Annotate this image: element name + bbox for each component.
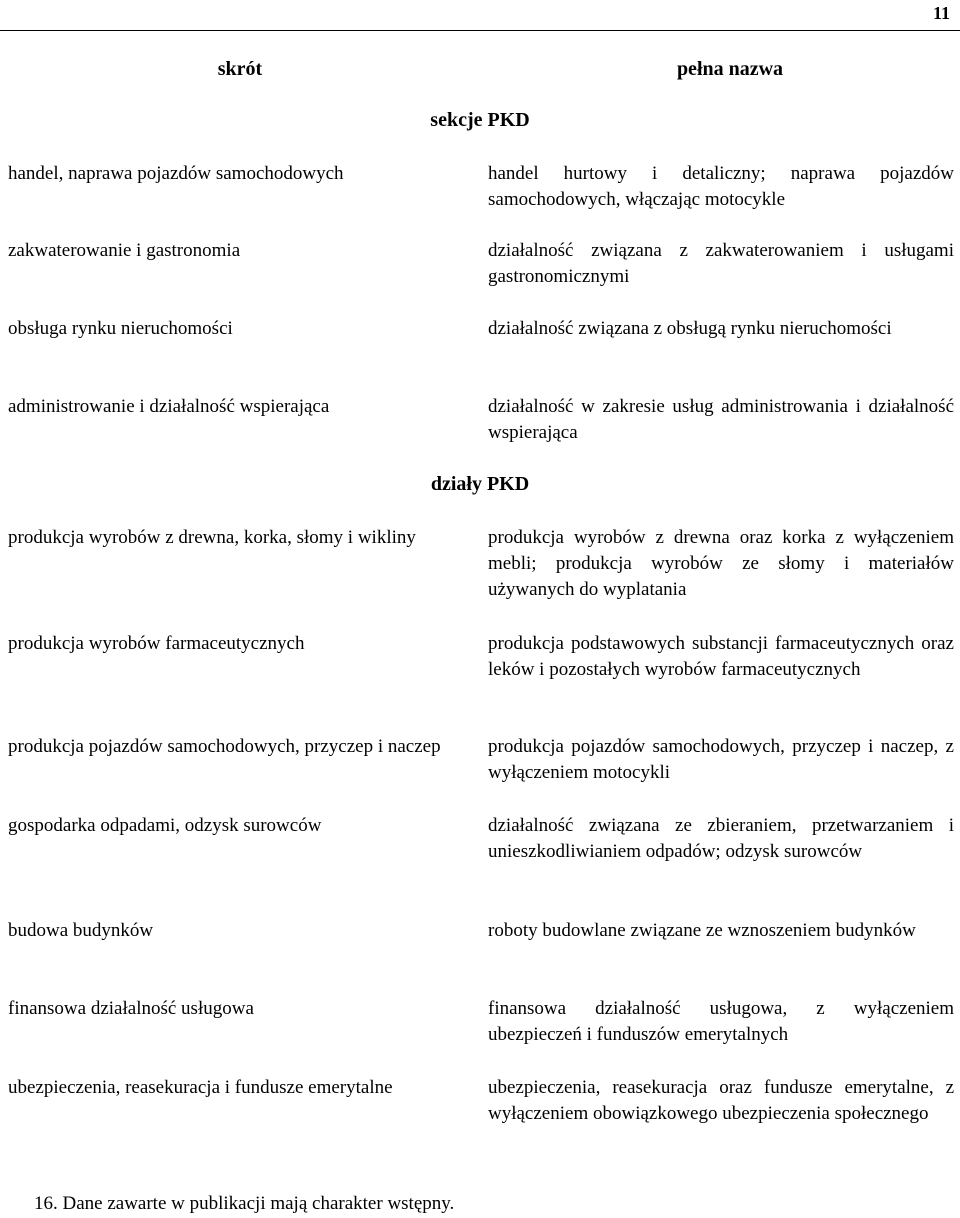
division-full-6: ubezpieczenia, reasekuracja oraz fundusze emerytalne, z wyłączeniem obowiązkowego ubezpieczenia społecznego — [488, 1077, 954, 1124]
division-full-2: produkcja pojazdów samochodowych, przyczep i naczep, z wyłączeniem motocykli — [488, 736, 954, 783]
section-short-0: handel, naprawa pojazdów samochodowych — [8, 163, 344, 184]
section-header-sections: sekcje PKD — [430, 109, 530, 131]
division-full-1: produkcja podstawowych substancji farmaceutycznych oraz leków i pozostałych wyrobów farmaceutycznych — [488, 633, 954, 680]
division-short-4: budowa budynków — [8, 920, 154, 941]
section-full-2: działalność związana z obsługą rynku nieruchomości — [488, 318, 892, 339]
section-full-0: handel hurtowy i detaliczny; naprawa pojazdów samochodowych, włączając motocykle — [488, 163, 954, 210]
division-short-1: produkcja wyrobów farmaceutycznych — [8, 633, 305, 654]
division-full-4: roboty budowlane związane ze wznoszeniem budynków — [488, 920, 916, 941]
section-short-1: zakwaterowanie i gastronomia — [8, 240, 241, 261]
division-full-0: produkcja wyrobów z drewna oraz korka z wyłączeniem mebli; produkcja wyrobów ze słomy i materiałów używanych do wyplatania — [488, 527, 954, 600]
division-short-5: finansowa działalność usługowa — [8, 998, 254, 1019]
section-header-divisions: działy PKD — [430, 473, 530, 495]
section-short-3: administrowanie i działalność wspierająca — [8, 396, 330, 417]
division-short-2: produkcja pojazdów samochodowych, przyczep i naczep — [8, 736, 441, 757]
section-full-1: działalność związana z zakwaterowaniem i usługami gastronomicznymi — [488, 240, 954, 287]
division-full-5: finansowa działalność usługowa, z wyłączeniem ubezpieczeń i funduszów emerytalnych — [488, 998, 954, 1045]
column-header-full: pełna nazwa — [676, 58, 784, 80]
section-full-3: działalność w zakresie usług administrowania i działalność wspierająca — [488, 396, 954, 443]
division-short-3: gospodarka odpadami, odzysk surowców — [8, 815, 322, 836]
footnote: 16. Dane zawarte w publikacji mają charakter wstępny. — [34, 1193, 455, 1214]
division-full-3: działalność związana ze zbieraniem, przetwarzaniem i unieszkodliwianiem odpadów; odzysk surowców — [488, 815, 954, 862]
header-rule — [0, 0, 960, 31]
division-short-6: ubezpieczenia, reasekuracja i fundusze emerytalne — [8, 1077, 393, 1098]
column-header-short: skrót — [217, 58, 263, 80]
section-short-2: obsługa rynku nieruchomości — [8, 318, 233, 339]
division-short-0: produkcja wyrobów z drewna, korka, słomy i wikliny — [8, 527, 416, 548]
page-number: 11 — [932, 3, 950, 23]
